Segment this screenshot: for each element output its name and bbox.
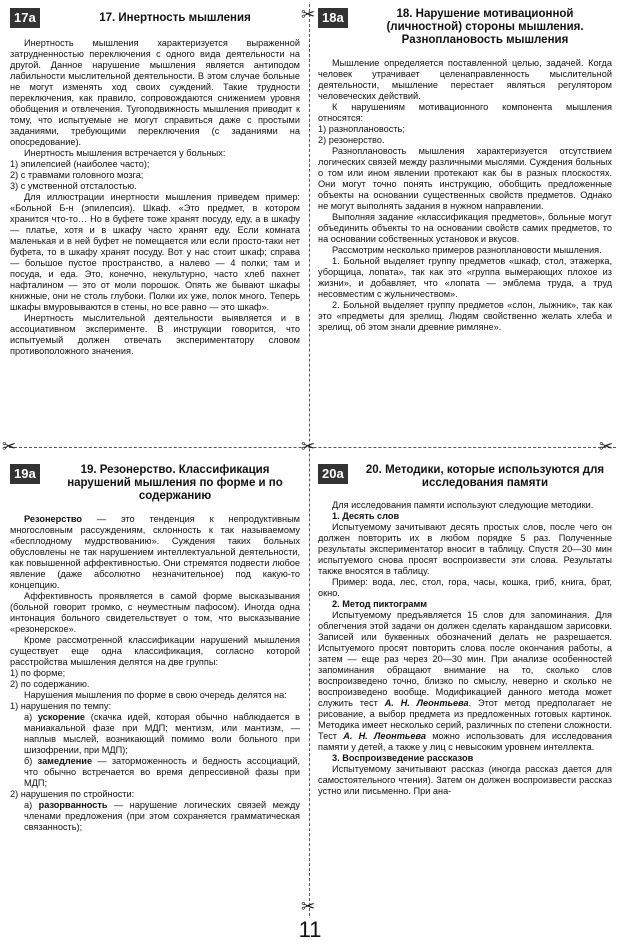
section-body — [10, 38, 300, 357]
paragraph: 1. Больной выделяет группу предметов «шкаф, стол, этажерка, уборщица, лопата», так как это «группа вымерающих плохое из жизни», и добавляет, что «лопата — эмблема труда, а труд несовместим с жульничеством». — [318, 256, 612, 299]
paragraph: Аффективность проявляется в самой форме высказывания (больной говорит громко, с неуместным пафосом). Иногда одна интонация больного свидетельствует о том, что высказывание «резонерское». — [10, 591, 300, 634]
subheading: 1. Десять слов — [332, 511, 400, 521]
scissors-icon: ✂ — [301, 897, 316, 916]
subheading: 2. Метод пиктограмм — [332, 599, 428, 609]
section-badge: 17a — [10, 8, 40, 28]
scissors-icon: ✂ — [301, 437, 316, 456]
list-item: а) разорванность — нарушение логических связей между членами предложения (при этом сохраняется грамматическая связанность); — [24, 800, 300, 832]
list-item: 1) по форме; — [10, 668, 66, 678]
list-item: а) ускорение (скачка идей, которая обычно наблюдается в маниакальной фазе при МДП; ментизм, или мантизм, — наплыв мыслей, возникающий помимо воли больного при шизофрении, при МДП); — [24, 712, 300, 755]
section-title: 18. Нарушение мотивационной (личностной) стороны мышления. Разноплановость мышления — [386, 8, 584, 46]
card-19 — [10, 464, 300, 914]
page-number: 11 — [298, 917, 322, 942]
section-title: 20. Методики, которые используются для исследования памяти — [365, 464, 605, 489]
paragraph: Инертность мышления встречается у больных: — [24, 148, 226, 158]
section-body — [318, 500, 612, 797]
section-body — [10, 514, 300, 833]
list-item: 2) резонерство. — [318, 135, 385, 145]
paragraph: Выполняя задание «классификация предметов», больные могут объединить объекты то на основании свойств самих предметов, то на основании собственных установок и вкусов. — [318, 212, 612, 244]
paragraph: Инертность мышления характеризуется выраженной затрудненностью переключения с одного вида деятельности на другой. Данное нарушение мышления является антиподом лабильности мыслительной деятельности. В этом случае больные не могут изменять ход своих суждений. Такие трудности переключения, как правило, сопровождаются снижением уровня обобщения и отвлечения. Тугоподвижность мышления приводит к тому, что испытуемые не могут справиться даже с простыми заданиями, требующими переключения (с заданиями на опосредование). — [10, 38, 300, 147]
section-title: 17. Инертность мышления — [99, 12, 251, 24]
paragraph: Испытуемому зачитывают десять простых слов, после чего он должен повторить их в любом порядке 5 раз. Полученные результаты экспериментатор вносит в таблицу. Спустя 20—30 мин испытуемого снова просят воспроизвести эти слова. Результаты также вносятся в таблицу. — [318, 522, 612, 576]
card-header — [10, 464, 300, 510]
paragraph: К нарушениям мотивационного компонента мышления относятся: — [318, 102, 612, 123]
list-item: 3) с умственной отсталостью. — [10, 181, 137, 191]
section-badge: 20a — [318, 464, 348, 484]
paragraph: Резонерство — это тенденция к непродуктивным многословным рассуждениям, склонность к так называемому «бесплодному мудрствованию». Суждения таких больных обусловлены не так нарушением интеллектуальной деятельности, как повышенной аффективностью. Они стремятся подвести любое явление (даже абсолютно незначительное) под какую-то концепцию. — [10, 514, 300, 590]
paragraph: Рассмотрим несколько примеров разноплановости мышления. — [332, 245, 602, 255]
list-item: 1) нарушения по темпу: — [10, 701, 112, 711]
card-header — [318, 8, 612, 54]
card-18 — [318, 8, 612, 438]
list-item: 2) с травмами головного мозга; — [10, 170, 144, 180]
card-header — [10, 8, 300, 40]
list-item: 2) по содержанию. — [10, 679, 90, 689]
paragraph: Нарушения мышления по форме в свою очередь делятся на: — [24, 690, 287, 700]
scissors-icon: ✂ — [2, 437, 17, 456]
term: Резонерство — [24, 514, 82, 524]
paragraph: Испытуемому предъявляется 15 слов для запоминания. Для облегчения этой задачи он должен сделать карандашом зарисовки. Записей или буквенных обозначений делать не разрешается. Испытуемого просят повторить слова после окончания работы, а затем — еще раз через 20—30 мин. При анализе особенностей запоминания обращают внимание на то, сколько слов воспроизведено точно, близко по смыслу, неверно и сколько не воспроизведено вообще. Модификацией данного метода может служить тест А. Н. Леонтьева. Этот метод предполагает не рисование, а выбор предмета из предложенных готовых картинок. Методика имеет несколько серий, различных по степени сложности. Тест А. Н. Леонтьева можно использовать для исследования памяти у детей, а также у лиц с невысоким уровнем интеллекта. — [318, 610, 612, 752]
paragraph: Испытуемому зачитывают рассказ (иногда рассказ дается для самостоятельного чтения). Затем он должен воспроизвести рассказ устно или письменно. При ана- — [318, 764, 612, 796]
paragraph: Для исследования памяти используют следующие методики. — [332, 500, 594, 510]
section-badge: 19a — [10, 464, 40, 484]
scissors-icon: ✂ — [301, 5, 316, 24]
cut-line-vertical — [309, 4, 310, 916]
card-20 — [318, 464, 612, 914]
list-item: 2) нарушения по стройности: — [10, 789, 135, 799]
paragraph: Мышление определяется поставленной целью, задачей. Когда человек утрачивает целенаправленность мыслительной деятельности, мышление перестает являться регулятором человеческих действий. — [318, 58, 612, 101]
paragraph: Кроме рассмотренной классификации нарушений мышления существует еще одна классификация, согласно которой расстройства мышления делятся на две группы: — [10, 635, 300, 667]
list-item: 1) эпилепсией (наиболее часто); — [10, 159, 150, 169]
scissors-icon: ✂ — [599, 437, 614, 456]
section-badge: 18a — [318, 8, 348, 28]
subheading: 3. Воспроизведение рассказов — [332, 753, 474, 763]
card-17 — [10, 8, 300, 438]
paragraph: Для иллюстрации инертности мышления приведем пример: «Больной Б-н (эпилепсия). Шкаф. «Это предмет, в котором хранится что-то… Но в буфете тоже хранят посуду, еду, а в шкафу — платье, хотя и в шкафу часто хранят еду. Если комната маленькая и в ней буфет не помещается или если просто-таки нет буфета, то в шкафу хранят посуду. Вот у нас стоит шкаф; справа — большое пустое пространство, а налево — 4 полки; там и посуда, и еда. Это, конечно, некультурно, часто хлеб пахнет нафталином — это от моли порошок. Опять же бывают шкафы книжные, они не столь глубоки. Полки их уже, полок много. Теперь шкафы вмуровываются в стены, но все равно — это шкаф». — [10, 192, 300, 312]
paragraph: Пример: вода, лес, стол, гора, часы, кошка, гриб, книга, брат, окно. — [318, 577, 612, 598]
paragraph: 2. Больной выделяет группу предметов «слон, лыжник», так как это «предметы для зрелищ. Людям свойственно желать хлеба и зрелищ, об этом знали древние римляне». — [318, 300, 612, 332]
list-item: 1) разноплановость; — [318, 124, 405, 134]
section-title: 19. Резонерство. Классификация нарушений мышления по форме и по содержанию — [67, 464, 283, 502]
card-header — [318, 464, 612, 496]
list-item: б) замедление — заторможенность и бедность ассоциаций, что обычно встречается во время депрессивной фазы при МДП; — [24, 756, 300, 788]
paragraph: Разноплановость мышления характеризуется отсутствием логических связей между различными мыслями. Суждения больных о том или ином явлении протекают как бы в разных плоскостях. Они могут точно понять инструкцию, обобщить предложенные объекты на основании существенных свойств предметов. Однако не могут выполнять задания в нужном направлении. — [318, 146, 612, 211]
section-body — [318, 58, 612, 333]
paragraph: Инертность мыслительной деятельности выявляется и в ассоциативном эксперименте. В инструкции говорится, что испытуемый должен отвечать экспериментатору словом противоположного значения. — [10, 313, 300, 356]
